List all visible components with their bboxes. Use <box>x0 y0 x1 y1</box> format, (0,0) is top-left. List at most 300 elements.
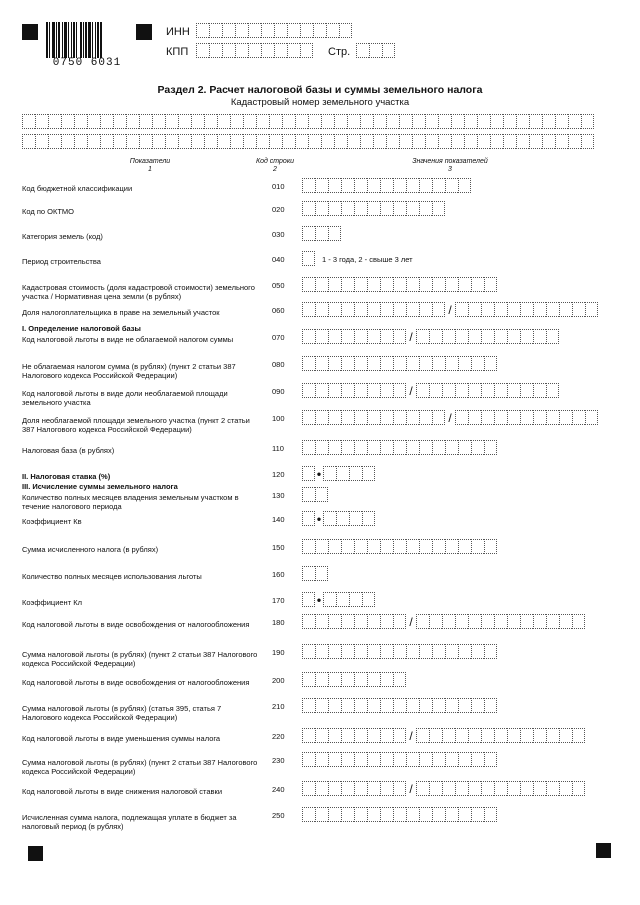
input-cell[interactable] <box>416 329 429 344</box>
input-cell[interactable] <box>468 728 481 743</box>
input-cell[interactable] <box>432 644 445 659</box>
input-cell[interactable] <box>393 201 406 216</box>
input-cell[interactable] <box>380 277 393 292</box>
input-cell[interactable] <box>328 698 341 713</box>
input-cell[interactable] <box>419 410 432 425</box>
input-cell[interactable] <box>380 178 393 193</box>
input-cell[interactable] <box>315 539 328 554</box>
input-cell[interactable] <box>222 43 235 58</box>
input-cell[interactable] <box>321 114 334 129</box>
input-cell[interactable] <box>432 178 445 193</box>
input-cell[interactable] <box>282 134 295 149</box>
input-cell[interactable] <box>380 698 393 713</box>
input-cell[interactable] <box>362 592 375 607</box>
input-cell[interactable] <box>209 23 222 38</box>
input-cell[interactable] <box>458 178 471 193</box>
input-cell[interactable] <box>328 539 341 554</box>
input-cell[interactable] <box>419 440 432 455</box>
input-cell[interactable] <box>222 23 235 38</box>
input-cell[interactable] <box>367 752 380 767</box>
input-cell[interactable] <box>455 329 468 344</box>
input-cell[interactable] <box>302 302 315 317</box>
input-cell[interactable] <box>468 614 481 629</box>
input-cell[interactable] <box>494 329 507 344</box>
input-cell[interactable] <box>533 302 546 317</box>
input-cell[interactable] <box>204 134 217 149</box>
input-cell[interactable] <box>481 781 494 796</box>
input-cell[interactable] <box>354 277 367 292</box>
input-cell[interactable] <box>328 781 341 796</box>
input-cell[interactable] <box>382 43 395 58</box>
input-cell[interactable] <box>484 807 497 822</box>
input-cell[interactable] <box>471 277 484 292</box>
input-cell[interactable] <box>302 201 315 216</box>
input-cell[interactable] <box>367 410 380 425</box>
input-cell[interactable] <box>191 134 204 149</box>
input-cell[interactable] <box>445 752 458 767</box>
input-cell[interactable] <box>399 134 412 149</box>
input-cell[interactable] <box>367 440 380 455</box>
input-cell[interactable] <box>429 383 442 398</box>
value-field-140[interactable] <box>302 511 375 526</box>
input-cell[interactable] <box>484 356 497 371</box>
input-cell[interactable] <box>367 672 380 687</box>
input-cell[interactable] <box>354 728 367 743</box>
value-field-250[interactable] <box>302 807 497 822</box>
input-cell[interactable] <box>432 539 445 554</box>
input-cell[interactable] <box>165 114 178 129</box>
input-cell[interactable] <box>48 114 61 129</box>
value-field-160[interactable] <box>302 566 328 581</box>
input-cell[interactable] <box>152 114 165 129</box>
input-cell[interactable] <box>354 329 367 344</box>
input-cell[interactable] <box>321 134 334 149</box>
input-cell[interactable] <box>481 329 494 344</box>
input-cell[interactable] <box>399 114 412 129</box>
input-cell[interactable] <box>380 410 393 425</box>
input-cell[interactable] <box>464 134 477 149</box>
input-cell[interactable] <box>432 752 445 767</box>
value-field-030[interactable] <box>302 226 341 241</box>
input-cell[interactable] <box>367 383 380 398</box>
input-cell[interactable] <box>533 728 546 743</box>
input-cell[interactable] <box>235 43 248 58</box>
input-cell[interactable] <box>490 134 503 149</box>
input-cell[interactable] <box>302 511 315 526</box>
input-cell[interactable] <box>455 302 468 317</box>
input-cell[interactable] <box>380 781 393 796</box>
input-cell[interactable] <box>432 440 445 455</box>
input-cell[interactable] <box>302 752 315 767</box>
input-cell[interactable] <box>445 440 458 455</box>
input-cell[interactable] <box>302 466 315 481</box>
input-cell[interactable] <box>481 410 494 425</box>
input-cell[interactable] <box>341 410 354 425</box>
input-cell[interactable] <box>406 752 419 767</box>
input-cell[interactable] <box>367 644 380 659</box>
input-cell[interactable] <box>328 807 341 822</box>
input-cell[interactable] <box>484 539 497 554</box>
input-cell[interactable] <box>341 644 354 659</box>
input-cell[interactable] <box>380 644 393 659</box>
input-cell[interactable] <box>209 43 222 58</box>
input-cell[interactable] <box>243 134 256 149</box>
input-cell[interactable] <box>113 134 126 149</box>
input-cell[interactable] <box>581 134 594 149</box>
input-cell[interactable] <box>419 277 432 292</box>
input-cell[interactable] <box>416 614 429 629</box>
input-cell[interactable] <box>458 356 471 371</box>
input-cell[interactable] <box>393 410 406 425</box>
input-cell[interactable] <box>323 466 336 481</box>
input-cell[interactable] <box>406 539 419 554</box>
input-cell[interactable] <box>302 698 315 713</box>
input-cell[interactable] <box>445 807 458 822</box>
input-cell[interactable] <box>471 356 484 371</box>
value-field-220[interactable] <box>302 728 585 743</box>
input-cell[interactable] <box>380 356 393 371</box>
input-cell[interactable] <box>126 134 139 149</box>
input-cell[interactable] <box>354 178 367 193</box>
input-cell[interactable] <box>191 114 204 129</box>
input-cell[interactable] <box>471 752 484 767</box>
input-cell[interactable] <box>419 644 432 659</box>
input-cell[interactable] <box>35 134 48 149</box>
input-cell[interactable] <box>445 644 458 659</box>
input-cell[interactable] <box>393 329 406 344</box>
input-cell[interactable] <box>230 114 243 129</box>
input-cell[interactable] <box>354 672 367 687</box>
input-cell[interactable] <box>87 114 100 129</box>
input-cell[interactable] <box>458 440 471 455</box>
input-cell[interactable] <box>468 410 481 425</box>
input-cell[interactable] <box>308 134 321 149</box>
input-cell[interactable] <box>302 614 315 629</box>
input-cell[interactable] <box>546 383 559 398</box>
input-cell[interactable] <box>302 356 315 371</box>
input-cell[interactable] <box>302 672 315 687</box>
input-cell[interactable] <box>243 114 256 129</box>
value-field-060[interactable] <box>302 302 598 317</box>
input-cell[interactable] <box>393 539 406 554</box>
input-cell[interactable] <box>367 178 380 193</box>
input-cell[interactable] <box>328 201 341 216</box>
input-cell[interactable] <box>380 539 393 554</box>
input-cell[interactable] <box>354 614 367 629</box>
input-cell[interactable] <box>341 440 354 455</box>
input-cell[interactable] <box>315 728 328 743</box>
input-cell[interactable] <box>445 539 458 554</box>
input-cell[interactable] <box>302 487 315 502</box>
input-cell[interactable] <box>315 201 328 216</box>
input-cell[interactable] <box>248 23 261 38</box>
input-cell[interactable] <box>367 614 380 629</box>
input-cell[interactable] <box>74 114 87 129</box>
input-cell[interactable] <box>315 226 328 241</box>
input-cell[interactable] <box>302 807 315 822</box>
input-cell[interactable] <box>520 329 533 344</box>
input-cell[interactable] <box>139 134 152 149</box>
input-cell[interactable] <box>507 614 520 629</box>
input-cell[interactable] <box>468 383 481 398</box>
input-cell[interactable] <box>481 383 494 398</box>
input-cell[interactable] <box>393 302 406 317</box>
input-cell[interactable] <box>336 466 349 481</box>
input-cell[interactable] <box>581 114 594 129</box>
cadastral-number-row-2[interactable] <box>22 134 594 149</box>
input-cell[interactable] <box>555 114 568 129</box>
input-cell[interactable] <box>425 114 438 129</box>
value-field-150[interactable] <box>302 539 497 554</box>
input-cell[interactable] <box>354 383 367 398</box>
input-cell[interactable] <box>230 134 243 149</box>
input-cell[interactable] <box>471 539 484 554</box>
input-cell[interactable] <box>445 356 458 371</box>
input-cell[interactable] <box>559 728 572 743</box>
input-cell[interactable] <box>347 114 360 129</box>
input-cell[interactable] <box>494 781 507 796</box>
input-cell[interactable] <box>341 672 354 687</box>
value-field-200[interactable] <box>302 672 406 687</box>
input-cell[interactable] <box>341 277 354 292</box>
input-cell[interactable] <box>341 807 354 822</box>
input-cell[interactable] <box>373 114 386 129</box>
input-cell[interactable] <box>302 592 315 607</box>
input-cell[interactable] <box>484 644 497 659</box>
input-cell[interactable] <box>572 410 585 425</box>
input-cell[interactable] <box>455 728 468 743</box>
input-cell[interactable] <box>393 440 406 455</box>
input-cell[interactable] <box>308 114 321 129</box>
input-cell[interactable] <box>520 781 533 796</box>
input-cell[interactable] <box>432 201 445 216</box>
input-cell[interactable] <box>429 728 442 743</box>
input-cell[interactable] <box>455 410 468 425</box>
input-cell[interactable] <box>429 614 442 629</box>
input-cell[interactable] <box>503 114 516 129</box>
input-cell[interactable] <box>328 277 341 292</box>
input-cell[interactable] <box>315 302 328 317</box>
input-cell[interactable] <box>568 114 581 129</box>
input-cell[interactable] <box>432 698 445 713</box>
input-cell[interactable] <box>406 201 419 216</box>
input-cell[interactable] <box>373 134 386 149</box>
input-cell[interactable] <box>568 134 581 149</box>
input-cell[interactable] <box>341 302 354 317</box>
input-cell[interactable] <box>165 134 178 149</box>
input-cell[interactable] <box>341 614 354 629</box>
input-cell[interactable] <box>48 134 61 149</box>
input-cell[interactable] <box>113 114 126 129</box>
input-cell[interactable] <box>419 752 432 767</box>
input-cell[interactable] <box>380 752 393 767</box>
input-cell[interactable] <box>256 114 269 129</box>
input-cell[interactable] <box>416 383 429 398</box>
input-cell[interactable] <box>367 781 380 796</box>
value-field-110[interactable] <box>302 440 497 455</box>
input-cell[interactable] <box>380 440 393 455</box>
input-cell[interactable] <box>367 807 380 822</box>
input-cell[interactable] <box>328 728 341 743</box>
value-field-020[interactable] <box>302 201 445 216</box>
input-cell[interactable] <box>349 466 362 481</box>
input-cell[interactable] <box>546 329 559 344</box>
input-cell[interactable] <box>458 644 471 659</box>
input-cell[interactable] <box>445 277 458 292</box>
input-cell[interactable] <box>419 698 432 713</box>
input-cell[interactable] <box>393 698 406 713</box>
input-cell[interactable] <box>380 728 393 743</box>
input-cell[interactable] <box>341 383 354 398</box>
input-cell[interactable] <box>406 178 419 193</box>
input-cell[interactable] <box>393 672 406 687</box>
input-cell[interactable] <box>367 356 380 371</box>
input-cell[interactable] <box>354 201 367 216</box>
input-cell[interactable] <box>585 302 598 317</box>
value-field-040[interactable] <box>302 251 315 266</box>
input-cell[interactable] <box>341 201 354 216</box>
value-field-090[interactable] <box>302 383 559 398</box>
input-cell[interactable] <box>235 23 248 38</box>
input-cell[interactable] <box>139 114 152 129</box>
input-cell[interactable] <box>341 698 354 713</box>
input-cell[interactable] <box>354 698 367 713</box>
input-cell[interactable] <box>406 807 419 822</box>
input-cell[interactable] <box>406 277 419 292</box>
input-cell[interactable] <box>507 329 520 344</box>
input-cell[interactable] <box>302 329 315 344</box>
input-cell[interactable] <box>442 728 455 743</box>
input-cell[interactable] <box>323 511 336 526</box>
value-field-170[interactable] <box>302 592 375 607</box>
value-field-100[interactable] <box>302 410 598 425</box>
value-field-210[interactable] <box>302 698 497 713</box>
input-cell[interactable] <box>302 178 315 193</box>
input-cell[interactable] <box>315 614 328 629</box>
input-cell[interactable] <box>481 728 494 743</box>
input-cell[interactable] <box>341 539 354 554</box>
input-cell[interactable] <box>315 752 328 767</box>
input-cell[interactable] <box>542 114 555 129</box>
input-cell[interactable] <box>269 134 282 149</box>
input-cell[interactable] <box>533 410 546 425</box>
input-cell[interactable] <box>354 781 367 796</box>
input-cell[interactable] <box>328 178 341 193</box>
input-cell[interactable] <box>468 302 481 317</box>
input-cell[interactable] <box>442 614 455 629</box>
input-cell[interactable] <box>393 781 406 796</box>
input-cell[interactable] <box>507 383 520 398</box>
input-cell[interactable] <box>458 807 471 822</box>
input-cell[interactable] <box>126 114 139 129</box>
input-cell[interactable] <box>367 728 380 743</box>
input-cell[interactable] <box>328 329 341 344</box>
input-cell[interactable] <box>533 614 546 629</box>
input-cell[interactable] <box>152 134 165 149</box>
input-cell[interactable] <box>468 329 481 344</box>
input-cell[interactable] <box>315 698 328 713</box>
input-cell[interactable] <box>302 410 315 425</box>
input-cell[interactable] <box>438 134 451 149</box>
input-cell[interactable] <box>477 134 490 149</box>
input-cell[interactable] <box>315 487 328 502</box>
input-cell[interactable] <box>100 134 113 149</box>
input-cell[interactable] <box>380 329 393 344</box>
value-field-180[interactable] <box>302 614 585 629</box>
input-cell[interactable] <box>471 698 484 713</box>
input-cell[interactable] <box>248 43 261 58</box>
input-cell[interactable] <box>490 114 503 129</box>
input-cell[interactable] <box>315 383 328 398</box>
input-cell[interactable] <box>269 114 282 129</box>
input-cell[interactable] <box>494 728 507 743</box>
input-cell[interactable] <box>341 781 354 796</box>
input-cell[interactable] <box>432 356 445 371</box>
input-cell[interactable] <box>419 178 432 193</box>
input-cell[interactable] <box>354 539 367 554</box>
input-cell[interactable] <box>393 277 406 292</box>
input-cell[interactable] <box>386 134 399 149</box>
input-cell[interactable] <box>429 329 442 344</box>
input-cell[interactable] <box>471 440 484 455</box>
input-cell[interactable] <box>393 807 406 822</box>
input-cell[interactable] <box>520 614 533 629</box>
input-cell[interactable] <box>302 440 315 455</box>
input-cell[interactable] <box>315 566 328 581</box>
input-cell[interactable] <box>300 43 313 58</box>
input-cell[interactable] <box>429 781 442 796</box>
input-cell[interactable] <box>328 672 341 687</box>
value-field-050[interactable] <box>302 277 497 292</box>
input-cell[interactable] <box>458 752 471 767</box>
input-cell[interactable] <box>419 807 432 822</box>
input-cell[interactable] <box>35 114 48 129</box>
input-cell[interactable] <box>559 302 572 317</box>
input-cell[interactable] <box>354 440 367 455</box>
input-cell[interactable] <box>328 752 341 767</box>
input-cell[interactable] <box>494 302 507 317</box>
input-cell[interactable] <box>349 511 362 526</box>
input-cell[interactable] <box>572 728 585 743</box>
input-cell[interactable] <box>336 592 349 607</box>
input-cell[interactable] <box>302 226 315 241</box>
input-cell[interactable] <box>302 728 315 743</box>
input-cell[interactable] <box>274 23 287 38</box>
input-cell[interactable] <box>520 383 533 398</box>
input-cell[interactable] <box>520 410 533 425</box>
input-cell[interactable] <box>328 383 341 398</box>
input-cell[interactable] <box>432 302 445 317</box>
input-cell[interactable] <box>546 614 559 629</box>
input-cell[interactable] <box>261 23 274 38</box>
input-cell[interactable] <box>546 781 559 796</box>
input-cell[interactable] <box>380 383 393 398</box>
input-cell[interactable] <box>367 329 380 344</box>
input-cell[interactable] <box>356 43 369 58</box>
input-cell[interactable] <box>546 728 559 743</box>
input-cell[interactable] <box>406 302 419 317</box>
input-cell[interactable] <box>339 23 352 38</box>
input-cell[interactable] <box>87 134 100 149</box>
input-cell[interactable] <box>204 114 217 129</box>
input-cell[interactable] <box>328 226 341 241</box>
input-cell[interactable] <box>380 672 393 687</box>
input-cell[interactable] <box>367 277 380 292</box>
input-cell[interactable] <box>458 277 471 292</box>
input-cell[interactable] <box>341 356 354 371</box>
input-cell[interactable] <box>341 728 354 743</box>
value-field-130[interactable] <box>302 487 328 502</box>
